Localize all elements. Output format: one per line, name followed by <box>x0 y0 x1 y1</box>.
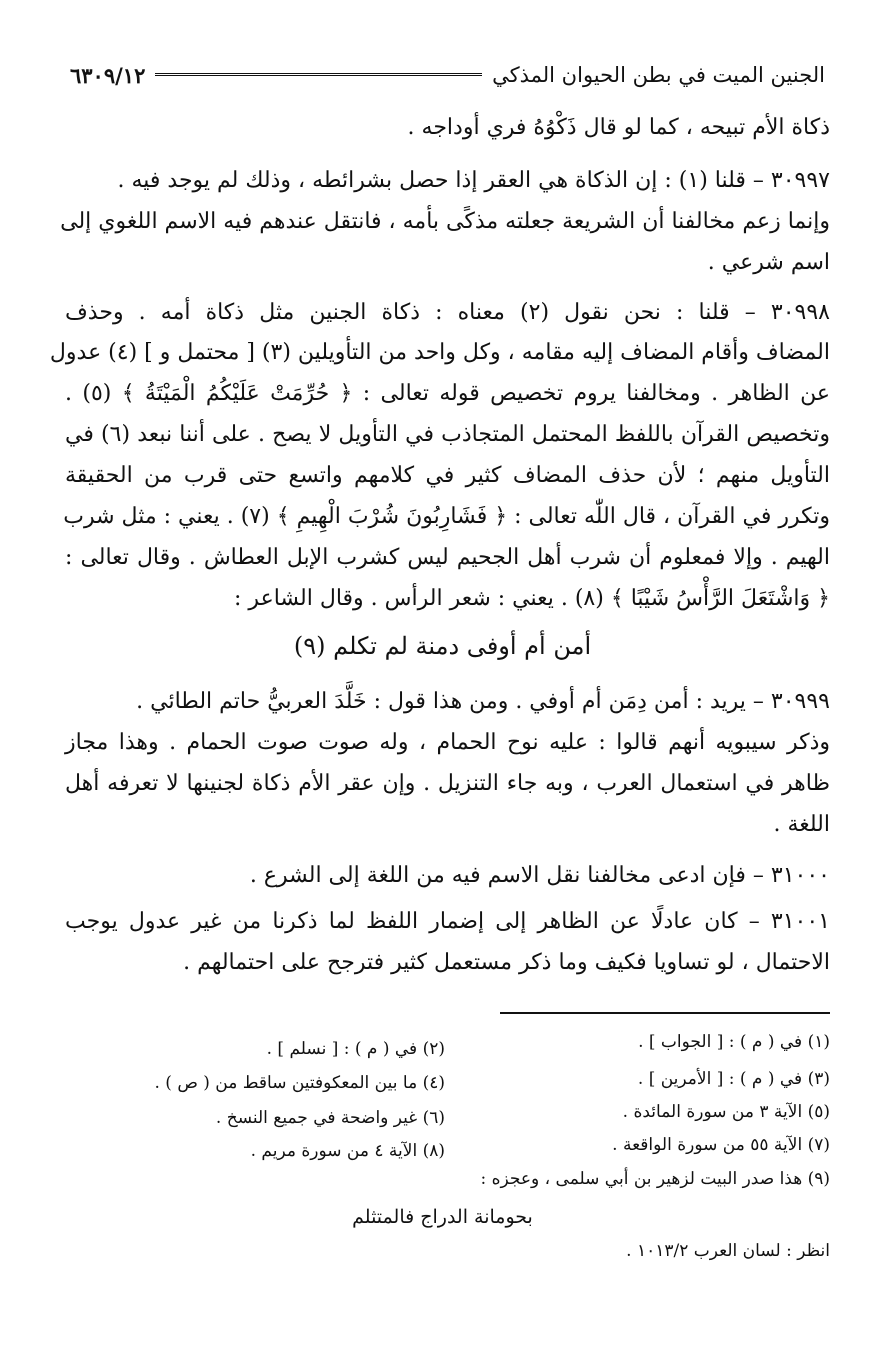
footnote-5: (٥) الآية ٣ من سورة المائدة . <box>622 1102 830 1122</box>
footnote-7: (٧) الآية ٥٥ من سورة الواقعة . <box>612 1135 830 1155</box>
footnote-1: (١) في ( م ) : [ الجواب ] . <box>638 1032 830 1052</box>
body-line: وإنما زعم مخالفنا أن الشريعة جعلته مذكًى بأمه ، فانتقل عندهم فيه الاسم اللغوي إلى <box>60 209 830 234</box>
page-number: ٦٣٠٩/١٢ <box>70 62 146 88</box>
body-line: ذكاة الأم تبيحه ، كما لو قال ذَكْوُهُ فري أوداجه . <box>407 115 830 140</box>
footnote-4: (٤) ما بين المعكوفتين ساقط من ( ص ) . <box>154 1073 445 1093</box>
body-line: الهيم . وإلا فمعلوم أن شرب أهل الجحيم ليس كشرب الإبل العطاش . وقال تعالى : <box>65 545 830 570</box>
paragraph-30997: ٣٠٩٩٧ – قلنا (١) : إن الذكاة هي العقر إذا حصل بشرائطه ، وذلك لم يوجد فيه . <box>117 168 830 193</box>
body-line: المضاف وأقام المضاف إليه مقامه ، وكل واحد من التأويلين (٣) [ محتمل و ] (٤) عدول <box>49 340 830 365</box>
paragraph-30999: ٣٠٩٩٩ – يريد : أمن دِمَن أم أوفي . ومن هذا قول : خَلَّدَ العربيُّ حاتم الطائي . <box>136 689 830 714</box>
footnote-6: (٦) غير واضحة في جميع النسخ . <box>215 1108 445 1128</box>
footnote-reference: انظر : لسان العرب ١٠١٣/٢ . <box>626 1241 830 1261</box>
paragraph-31000: ٣١٠٠٠ – فإن ادعى مخالفنا نقل الاسم فيه من اللغة إلى الشرع . <box>249 863 830 888</box>
body-line: الاحتمال ، لو تساويا فكيف وما ذكر مستعمل كثير فترجح على احتمالهم . <box>183 950 830 975</box>
footnote-2: (٢) في ( م ) : [ نسلم ] . <box>266 1039 445 1059</box>
body-line: ظاهر في استعمال العرب ، وبه جاء التنزيل . وإن عقر الأم ذكاة لجنينها لا تعرفه أهل <box>65 771 830 796</box>
footnote-9: (٩) هذا صدر البيت لزهير بن أبي سلمى ، وعجزه : <box>480 1169 830 1189</box>
poetry-verse: أمن أم أوفى دمنة لم تكلم (٩) <box>293 632 592 660</box>
body-line: اسم شرعي . <box>707 250 830 275</box>
page-header <box>70 55 825 95</box>
footnote-3: (٣) في ( م ) : [ الأمرين ] . <box>637 1069 830 1089</box>
footnote-separator <box>500 1012 830 1014</box>
running-title: الجنين الميت في بطن الحيوان المذكي <box>492 63 825 87</box>
footnote-verse: بحومانة الدراج فالمتثلم <box>352 1206 533 1228</box>
body-line: التأويل منهم ؛ لأن حذف المضاف كثير في كلامهم واتسع حتى قرب من الحقيقة <box>65 463 830 488</box>
body-line: اللغة . <box>773 812 830 837</box>
body-line: وتكرر في القرآن ، قال اللّٰه تعالى : ﴿ فَشَارِبُونَ شُرْبَ الْهِيمِ ﴾ (٧) . يعني : مثل شرب <box>63 504 830 529</box>
paragraph-31001: ٣١٠٠١ – كان عادلًا عن الظاهر إلى إضمار اللفظ لما ذكرنا من غير عدول يوجب <box>65 909 830 934</box>
body-line: ﴿ وَاشْتَعَلَ الرَّأْسُ شَيْبًا ﴾ (٨) . يعني : شعر الرأس . وقال الشاعر : <box>234 586 830 611</box>
body-line: وذكر سيبويه أنهم قالوا : عليه نوح الحمام ، وله صوت صوت الحمام . وهذا مجاز <box>65 730 830 755</box>
footnote-8: (٨) الآية ٤ من سورة مريم . <box>250 1141 445 1161</box>
body-line: عن الظاهر . ومخالفنا يروم تخصيص قوله تعالى : ﴿ حُرِّمَتْ عَلَيْكُمُ الْمَيْتَةُ ﴾ (٥) . <box>65 381 830 406</box>
paragraph-30998: ٣٠٩٩٨ – قلنا : نحن نقول (٢) معناه : ذكاة الجنين مثل ذكاة أمه . وحذف <box>65 300 830 325</box>
body-line: وتخصيص القرآن باللفظ المحتمل المتجاذب في التأويل لا يصح . على أننا نبعد (٦) في <box>65 422 830 447</box>
header-rule <box>155 73 482 78</box>
